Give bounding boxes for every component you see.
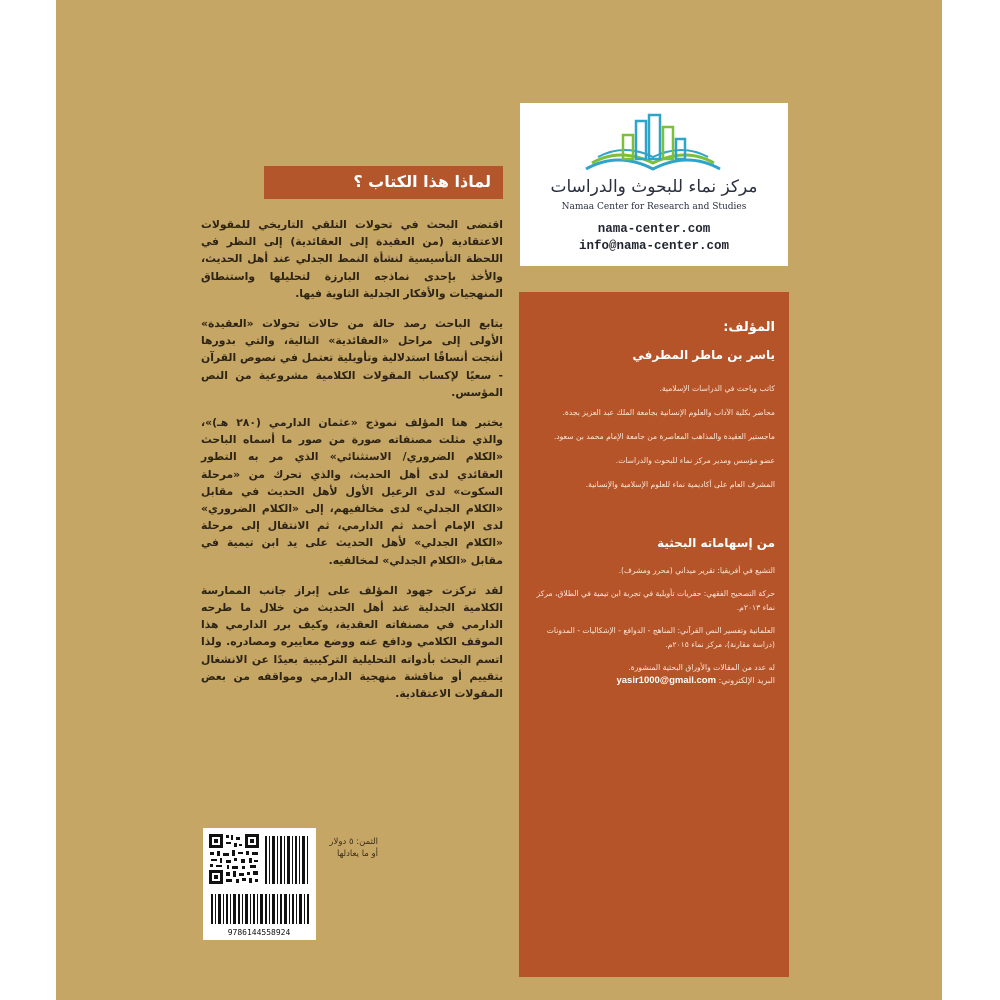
author-heading: المؤلف:	[723, 320, 775, 335]
author-email-row	[533, 675, 775, 686]
contribution-item: العلمانية وتفسير النص القرآني: المناهج - الدوافع - الإشكاليات - المدونات (دراسة مقارنة)، مركز نماء ٢٠١٥م.	[546, 626, 775, 649]
author-email-label: البريد الإلكتروني:	[718, 676, 775, 685]
author-email[interactable]: yasir1000@gmail.com	[616, 675, 717, 686]
why-this-book-banner	[264, 166, 503, 199]
contribution-item: حركة التصحيح الفقهي: حفريات تأويلية في تجربة ابن تيمية في الطلاق، مركز نماء ٢٠١٣م.	[536, 589, 775, 612]
publisher-contacts	[520, 221, 788, 255]
description-paragraph: لقد تركزت جهود المؤلف على إبراز جانب الممارسة الكلامية الجدلية عند أهل الحديث من خلال ما طرحه الدارمي في مصنفاته العقدية، وكيف برر الدارمي هذا الموقف الكلامي ودافع عنه ووضع معاييره ومصادره. ولذا اتسم البحث بأدواته التحليلية التركيبية بعيدًا عن الانشغال بتقييم أو مناقشة منهجية الدارمي ومواقفه من بعض المقولات الاعتقادية.	[201, 583, 503, 701]
why-this-book-heading: لماذا هذا الكتاب ؟	[353, 172, 491, 191]
publisher-website: nama-center.com	[597, 222, 711, 236]
contribution-item: التشيع في أفريقيا: تقرير ميداني (محرر ومشرف).	[618, 566, 775, 575]
description-paragraph: اقتضى البحث في تحولات التلقي التاريخي للمقولات الاعتقادية (من العقيدة إلى العقائدية) إلى النظر في اللحظة التأسيسية لنشأة النمط الجدلي عند أهل الحديث، والأخذ بإحدى نماذجه البارزة لتحليلها واستنطاق المنهجيات والأفكار الجدلية الثاوية فيها.	[201, 218, 503, 300]
isbn-number: 9786144558924	[227, 928, 291, 937]
contributions-heading: من إسهاماته البحثية	[657, 536, 775, 550]
description-paragraph: يختبر هنا المؤلف نموذج «عثمان الدارمي (٢٨٠ هـ)»، والذي مثلت مصنفاته صورة من صور ما أسماه الباحث «الكلام الضروري/ الاستثنائي» الذي مر به التطور العقائدي لدى أهل الحديث، والذي تحرك من «مرحلة السكوت» لدى الرعيل الأول لأهل الحديث في مقابل «الكلام الجدلي» لدى مخالفيهم، إلى «الكلام الضروري» لدى الإمام أحمد ثم الدارمي، ثم الانتقال إلى مرحلة «الكلام الجدلي» لأهل الحديث على يد ابن تيمية في مقابل «الكلام الجدلي» لمخالفيه.	[201, 416, 503, 567]
author-bio-item: عضو مؤسس ومدير مركز نماء للبحوث والدراسات.	[615, 456, 775, 465]
author-name: ياسر بن ماطر المطرفي	[632, 348, 775, 362]
author-bio-item: المشرف العام على أكاديمية نماء للعلوم الإسلامية والإنسانية.	[585, 480, 775, 489]
price-equivalent: أو ما يعادلها	[337, 849, 378, 859]
qr-barcode-icon	[203, 828, 316, 940]
author-bio-item: كاتب وباحث في الدراسات الإسلامية.	[659, 384, 775, 393]
price-line: الثمن: ٥ دولار	[329, 837, 378, 847]
contribution-item: له عدد من المقالات والأوراق البحثية المنشورة.	[628, 663, 775, 672]
publisher-name-arabic: مركز نماء للبحوث والدراسات	[550, 177, 758, 197]
contributions-list	[533, 564, 775, 684]
open-book-city-logo-icon	[578, 111, 728, 179]
description-paragraph: يتابع الباحث رصد حالة من حالات تحولات «العقيدة» الأولى إلى مراحل «العقائدية» التالية، والتي بدورها أنتجت أنساقًا استدلالية وتأويلية تعتمل في نصوص القرآن - سعيًا لإكساب المقولات الكلامية مشروعية من النص المؤسس.	[201, 317, 503, 399]
author-bio-item: محاضر بكلية الآداب والعلوم الإنسانية بجامعة الملك عبد العزيز بجدة.	[562, 408, 775, 417]
author-bio-list	[533, 382, 775, 502]
barcode-box	[203, 828, 316, 940]
author-panel	[519, 292, 789, 977]
publisher-logo-box	[520, 103, 788, 266]
publisher-name-english: Namaa Center for Research and Studies	[561, 202, 747, 212]
book-description	[201, 216, 503, 715]
publisher-email: info@nama-center.com	[578, 239, 730, 253]
author-bio-item: ماجستير العقيدة والمذاهب المعاصرة من جامعة الإمام محمد بن سعود.	[553, 432, 775, 441]
price-block	[318, 836, 378, 860]
